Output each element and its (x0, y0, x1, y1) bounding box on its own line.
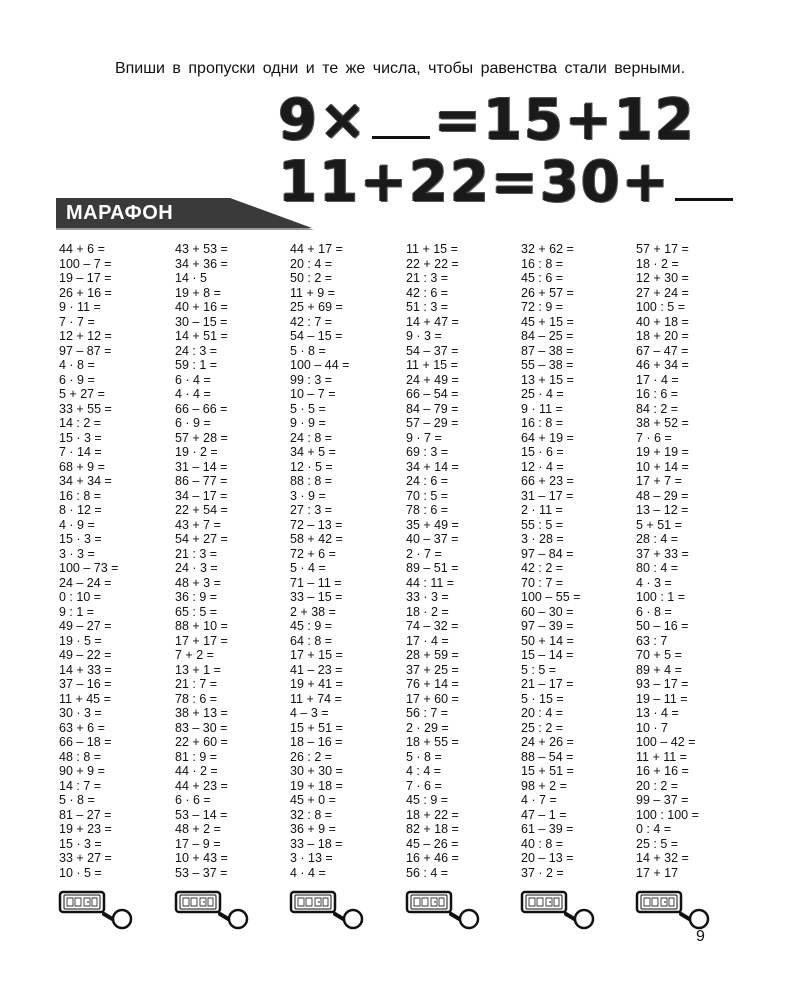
exercise-item: 5 : 5 = (521, 662, 557, 677)
exercise-item: 10 · 5 = (59, 865, 102, 880)
exercise-item: 28 + 59 = (406, 648, 459, 662)
exercise-item: 7 · 7 = (59, 314, 95, 329)
stopwatch-icon (174, 890, 254, 930)
exercise-item: 78 : 6 = (175, 691, 218, 706)
exercise-item: 4 : 4 = (406, 764, 442, 778)
exercise-item: 13 + 15 = (521, 372, 574, 387)
exercise-item: 3 · 9 = (290, 488, 326, 503)
exercise-item: 30 · 3 = (59, 706, 102, 720)
exercise-item: 13 – 12 = (636, 503, 689, 517)
exercise-item: 56 : 4 = (406, 865, 449, 880)
exercise-item: 5 · 5 = (290, 401, 326, 416)
exercise-item: 72 + 6 = (290, 546, 336, 561)
exercise-item: 26 + 16 = (59, 285, 112, 300)
exercise-item: 86 – 77 = (175, 474, 228, 488)
exercise-item: 63 + 6 = (59, 720, 105, 735)
exercise-item: 56 : 7 = (406, 706, 449, 720)
exercise-item: 70 : 7 = (521, 575, 564, 590)
exercise-item: 10 + 14 = (636, 459, 689, 474)
exercise-item: 19 + 23 = (59, 822, 112, 836)
exercise-item: 66 – 18 = (59, 735, 112, 749)
exercise-item: 24 : 8 = (290, 430, 333, 445)
exercise-item: 34 – 17 = (175, 488, 228, 503)
exercise-item: 24 : 3 = (175, 343, 218, 358)
exercise-item: 21 : 3 = (175, 546, 218, 561)
exercise-item: 4 · 8 = (59, 358, 95, 372)
exercise-item: 6 · 4 = (175, 372, 211, 387)
exercise-item: 42 : 6 = (406, 285, 449, 300)
exercise-item: 2 · 11 = (521, 503, 563, 517)
exercise-item: 44 : 11 = (406, 575, 455, 590)
exercise-item: 63 : 7 (636, 633, 668, 648)
exercise-item: 34 + 34 = (59, 474, 112, 488)
exercise-item: 54 + 27 = (175, 532, 228, 546)
exercise-item: 4 · 7 = (521, 793, 557, 807)
exercise-item: 66 + 23 = (521, 474, 574, 488)
exercise-item: 11 + 15 = (406, 358, 458, 372)
exercise-item: 48 – 29 = (636, 488, 689, 503)
puzzle-2-left: 11+22=30+ (278, 150, 671, 215)
exercise-item: 9 · 11 = (59, 300, 101, 314)
exercise-item: 44 · 2 = (175, 764, 218, 778)
exercise-item: 48 + 2 = (175, 822, 221, 836)
exercise-item: 40 : 8 = (521, 836, 564, 851)
exercise-item: 36 : 9 = (175, 590, 218, 604)
exercise-item: 19 · 5 = (59, 633, 102, 648)
exercise-item: 46 + 34 = (636, 358, 689, 372)
puzzle-equation-1 (278, 88, 696, 151)
stopwatch-icon (405, 890, 485, 930)
exercise-item: 16 : 8 = (521, 416, 564, 430)
exercise-item: 34 + 14 = (406, 459, 459, 474)
exercise-item: 54 – 15 = (290, 329, 343, 343)
exercise-item: 5 + 51 = (636, 517, 682, 532)
exercise-item: 36 + 9 = (290, 822, 336, 836)
exercise-item: 0 : 10 = (59, 590, 102, 604)
exercise-item: 72 : 9 = (521, 300, 564, 314)
exercise-item: 55 : 5 = (521, 517, 564, 532)
exercise-item: 12 · 4 = (521, 459, 564, 474)
exercise-item: 100 : 100 = (636, 807, 699, 822)
page-number: 9 (696, 928, 705, 945)
exercise-item: 45 + 0 = (290, 793, 336, 807)
exercise-item: 0 : 4 = (636, 822, 672, 836)
exercise-item: 33 + 27 = (59, 851, 112, 865)
exercise-item: 3 · 13 = (290, 851, 333, 865)
exercise-item: 66 – 54 = (406, 387, 459, 401)
exercise-item: 13 · 4 = (636, 706, 679, 720)
exercise-item: 9 · 11 = (521, 401, 563, 416)
exercise-item: 27 : 3 = (290, 503, 333, 517)
exercise-item: 16 : 8 = (59, 488, 102, 503)
exercise-item: 7 · 6 = (636, 430, 672, 445)
exercise-item: 12 + 12 = (59, 329, 112, 343)
exercise-item: 15 · 6 = (521, 445, 564, 459)
exercise-item: 30 + 30 = (290, 764, 343, 778)
exercise-item: 31 – 14 = (175, 459, 228, 474)
exercise-item: 17 · 4 = (636, 372, 679, 387)
exercise-item: 45 : 6 = (521, 271, 564, 285)
exercise-item: 30 – 15 = (175, 314, 228, 329)
exercise-item: 21 : 7 = (175, 677, 218, 691)
exercise-item: 40 + 16 = (175, 300, 228, 314)
stopwatch-icon (58, 890, 138, 930)
exercise-item: 100 – 7 = (59, 256, 112, 271)
exercise-item: 19 + 19 = (636, 445, 689, 459)
exercise-item: 14 : 2 = (59, 416, 102, 430)
exercise-item: 70 + 5 = (636, 648, 682, 662)
exercise-item: 100 – 44 = (290, 358, 350, 372)
exercise-item: 24 · 3 = (175, 561, 218, 575)
exercise-item: 4 · 4 = (290, 865, 326, 880)
exercise-item: 11 + 74 = (290, 691, 342, 706)
exercise-item: 4 · 9 = (59, 517, 95, 532)
exercise-item: 88 : 8 = (290, 474, 333, 488)
exercise-item: 48 : 8 = (59, 749, 102, 764)
exercise-item: 100 : 1 = (636, 590, 685, 604)
exercise-item: 24 + 49 = (406, 372, 459, 387)
exercise-item: 50 + 14 = (521, 633, 574, 648)
exercise-item: 37 – 16 = (59, 677, 112, 691)
exercise-item: 19 · 2 = (175, 445, 218, 459)
exercise-item: 67 – 47 = (636, 343, 689, 358)
exercise-column-3 (290, 242, 405, 880)
exercise-item: 7 · 6 = (406, 778, 442, 793)
exercise-item: 33 + 55 = (59, 401, 112, 416)
exercise-item: 93 – 17 = (636, 677, 689, 691)
exercise-item: 51 : 3 = (406, 300, 449, 314)
exercise-item: 48 + 3 = (175, 575, 221, 590)
exercise-item: 100 – 42 = (636, 735, 696, 749)
exercise-item: 45 – 26 = (406, 836, 459, 851)
exercise-item: 2 · 29 = (406, 720, 449, 735)
exercise-item: 12 + 30 = (636, 271, 689, 285)
exercise-item: 60 – 30 = (521, 604, 574, 619)
exercise-item: 18 + 55 = (406, 735, 459, 749)
exercise-item: 37 · 2 = (521, 865, 564, 880)
exercise-item: 59 : 1 = (175, 358, 218, 372)
exercise-item: 19 – 17 = (59, 271, 112, 285)
exercise-item: 55 – 38 = (521, 358, 574, 372)
exercise-item: 18 · 2 = (406, 604, 449, 619)
exercise-item: 4 · 4 = (175, 387, 211, 401)
exercise-item: 18 + 22 = (406, 807, 459, 822)
exercise-item: 89 + 4 = (636, 662, 682, 677)
marathon-banner (56, 198, 316, 232)
exercise-item: 20 : 2 = (636, 778, 679, 793)
exercise-item: 25 · 4 = (521, 387, 564, 401)
exercise-item: 4 · 3 = (636, 575, 672, 590)
exercise-item: 32 : 8 = (290, 807, 333, 822)
exercise-item: 14 · 5 (175, 271, 207, 285)
exercise-item: 70 : 5 = (406, 488, 449, 503)
exercise-item: 89 – 51 = (406, 561, 459, 575)
exercise-item: 100 – 73 = (59, 561, 119, 575)
exercise-item: 88 + 10 = (175, 619, 228, 633)
exercise-item: 4 – 3 = (290, 706, 329, 720)
exercise-column-5 (521, 242, 636, 880)
exercise-item: 7 · 14 = (59, 445, 102, 459)
exercise-item: 9 : 1 = (59, 604, 95, 619)
exercise-column-1 (59, 242, 174, 880)
exercise-item: 16 + 46 = (406, 851, 459, 865)
exercise-item: 87 – 38 = (521, 343, 574, 358)
exercise-item: 15 + 51 = (290, 720, 343, 735)
exercise-item: 71 – 11 = (290, 575, 342, 590)
exercise-item: 97 – 84 = (521, 546, 574, 561)
banner-label: МАРАФОН (66, 202, 174, 224)
exercise-item: 19 – 11 = (636, 691, 688, 706)
exercise-item: 18 – 16 = (290, 735, 343, 749)
exercise-item: 43 + 7 = (175, 517, 221, 532)
exercise-item: 17 · 4 = (406, 633, 449, 648)
exercise-item: 34 + 5 = (290, 445, 336, 459)
exercise-item: 38 + 13 = (175, 706, 228, 720)
exercise-item: 99 : 3 = (290, 372, 333, 387)
exercise-item: 14 + 32 = (636, 851, 689, 865)
exercise-item: 82 + 18 = (406, 822, 459, 836)
exercise-item: 84 : 2 = (636, 401, 679, 416)
exercise-item: 90 + 9 = (59, 764, 105, 778)
exercise-item: 49 – 22 = (59, 648, 112, 662)
instruction-text: Впиши в пропуски одни и те же числа, чтобы равенства стали верными. (114, 60, 686, 77)
exercise-item: 64 + 19 = (521, 430, 574, 445)
exercise-item: 57 + 28 = (175, 430, 228, 445)
exercise-item: 69 : 3 = (406, 445, 449, 459)
exercise-item: 33 – 15 = (290, 590, 343, 604)
exercise-item: 97 – 87 = (59, 343, 112, 358)
exercise-item: 15 – 14 = (521, 648, 574, 662)
exercise-item: 19 + 18 = (290, 778, 343, 793)
exercise-item: 20 – 13 = (521, 851, 574, 865)
exercise-item: 8 · 12 = (59, 503, 102, 517)
puzzle-1-left: 9× (278, 88, 368, 153)
exercise-item: 16 : 8 = (521, 256, 564, 271)
exercise-item: 6 · 6 = (175, 793, 211, 807)
exercise-item: 33 · 3 = (406, 590, 449, 604)
exercise-item: 33 – 18 = (290, 836, 343, 851)
exercise-item: 18 + 20 = (636, 329, 689, 343)
exercise-item: 11 + 15 = (406, 242, 458, 256)
exercise-item: 12 · 5 = (290, 459, 333, 474)
exercise-item: 2 + 38 = (290, 604, 336, 619)
exercise-item: 31 – 17 = (521, 488, 574, 503)
exercise-item: 5 · 15 = (521, 691, 564, 706)
exercise-item: 5 · 4 = (290, 561, 326, 575)
exercise-item: 15 · 3 = (59, 532, 102, 546)
exercise-column-6 (636, 242, 751, 880)
exercise-item: 9 · 3 = (406, 329, 442, 343)
exercise-item: 14 + 51 = (175, 329, 228, 343)
exercise-item: 5 · 8 = (406, 749, 442, 764)
exercise-item: 14 : 7 = (59, 778, 102, 793)
exercise-item: 66 – 66 = (175, 401, 228, 416)
exercise-item: 5 · 8 = (290, 343, 326, 358)
exercise-item: 22 + 22 = (406, 256, 459, 271)
exercise-item: 19 + 41 = (290, 677, 343, 691)
exercise-item: 100 – 55 = (521, 590, 581, 604)
exercise-item: 57 + 17 = (636, 242, 689, 256)
exercise-item: 5 + 27 = (59, 387, 105, 401)
exercise-item: 64 : 8 = (290, 633, 333, 648)
exercise-item: 72 – 13 = (290, 517, 343, 532)
exercise-item: 53 – 14 = (175, 807, 228, 822)
exercise-item: 17 + 17 (636, 865, 679, 880)
exercise-item: 24 : 6 = (406, 474, 449, 488)
exercise-item: 17 + 17 = (175, 633, 228, 648)
exercise-item: 10 – 7 = (290, 387, 336, 401)
exercise-item: 9 · 7 = (406, 430, 442, 445)
exercise-item: 50 – 16 = (636, 619, 689, 633)
exercise-item: 76 + 14 = (406, 677, 459, 691)
exercise-item: 17 + 15 = (290, 648, 343, 662)
exercise-item: 53 – 37 = (175, 865, 228, 880)
puzzle-1-blank (372, 88, 430, 139)
exercise-item: 81 : 9 = (175, 749, 218, 764)
exercise-item: 20 : 4 = (521, 706, 564, 720)
exercise-item: 17 + 7 = (636, 474, 682, 488)
exercise-item: 58 + 42 = (290, 532, 343, 546)
exercise-item: 80 : 4 = (636, 561, 679, 575)
exercise-item: 5 · 8 = (59, 793, 95, 807)
exercise-item: 22 + 60 = (175, 735, 228, 749)
exercise-item: 28 : 4 = (636, 532, 679, 546)
exercise-item: 22 + 54 = (175, 503, 228, 517)
exercise-item: 44 + 23 = (175, 778, 228, 793)
exercise-item: 45 : 9 = (290, 619, 333, 633)
exercise-item: 15 + 51 = (521, 764, 574, 778)
exercise-item: 24 + 26 = (521, 735, 574, 749)
exercise-item: 41 – 23 = (290, 662, 343, 677)
exercise-item: 6 · 8 = (636, 604, 672, 619)
exercise-item: 3 · 3 = (59, 546, 95, 561)
exercise-item: 78 : 6 = (406, 503, 449, 517)
exercise-item: 11 + 45 = (59, 691, 111, 706)
exercise-item: 18 · 2 = (636, 256, 679, 271)
exercise-item: 43 + 53 = (175, 242, 228, 256)
exercise-item: 98 + 2 = (521, 778, 567, 793)
exercise-item: 25 : 2 = (521, 720, 564, 735)
exercise-item: 21 – 17 = (521, 677, 574, 691)
exercise-item: 84 – 79 = (406, 401, 459, 416)
exercise-item: 14 + 33 = (59, 662, 112, 677)
exercise-item: 49 – 27 = (59, 619, 112, 633)
exercise-item: 83 – 30 = (175, 720, 228, 735)
exercise-item: 25 : 5 = (636, 836, 679, 851)
exercise-item: 37 + 25 = (406, 662, 459, 677)
exercise-item: 44 + 6 = (59, 242, 105, 256)
exercise-column-2 (175, 242, 290, 880)
exercise-item: 17 + 60 = (406, 691, 459, 706)
exercise-item: 14 + 47 = (406, 314, 459, 329)
puzzle-1-right: =15+12 (433, 88, 696, 153)
exercise-item: 34 + 36 = (175, 256, 228, 271)
exercise-item: 15 · 3 = (59, 430, 102, 445)
exercise-item: 19 + 8 = (175, 285, 221, 300)
exercise-item: 24 – 24 = (59, 575, 112, 590)
exercise-item: 26 : 2 = (290, 749, 333, 764)
exercise-item: 15 · 3 = (59, 836, 102, 851)
exercise-item: 84 – 25 = (521, 329, 574, 343)
exercise-item: 2 · 7 = (406, 546, 442, 561)
exercise-item: 17 – 9 = (175, 836, 221, 851)
stopwatch-icon (635, 890, 715, 930)
exercise-item: 100 : 5 = (636, 300, 685, 314)
exercise-item: 10 + 43 = (175, 851, 228, 865)
exercise-item: 44 + 17 = (290, 242, 343, 256)
exercise-item: 9 · 9 = (290, 416, 326, 430)
exercise-item: 26 + 57 = (521, 285, 574, 300)
exercise-item: 40 + 18 = (636, 314, 689, 329)
exercise-item: 42 : 2 = (521, 561, 564, 575)
exercise-item: 50 : 2 = (290, 271, 333, 285)
stopwatch-icon (520, 890, 600, 930)
exercise-item: 40 – 37 = (406, 532, 459, 546)
exercise-item: 45 : 9 = (406, 793, 449, 807)
exercise-item: 11 + 9 = (290, 285, 335, 300)
exercise-item: 7 + 2 = (175, 648, 214, 662)
exercise-item: 47 – 1 = (521, 807, 567, 822)
exercise-item: 6 · 9 = (175, 416, 211, 430)
exercise-item: 74 – 32 = (406, 619, 459, 633)
exercise-item: 13 + 1 = (175, 662, 221, 677)
exercise-item: 97 – 39 = (521, 619, 574, 633)
exercise-item: 16 + 16 = (636, 764, 689, 778)
exercise-item: 38 + 52 = (636, 416, 689, 430)
exercise-item: 32 + 62 = (521, 242, 574, 256)
exercise-item: 35 + 49 = (406, 517, 459, 532)
stopwatch-icon (289, 890, 369, 930)
exercise-item: 54 – 37 = (406, 343, 459, 358)
exercise-item: 21 : 3 = (406, 271, 449, 285)
exercise-item: 42 : 7 = (290, 314, 333, 329)
exercise-item: 10 · 7 (636, 720, 668, 735)
exercise-item: 57 – 29 = (406, 416, 459, 430)
exercise-item: 27 + 24 = (636, 285, 689, 300)
exercise-item: 6 · 9 = (59, 372, 95, 387)
exercise-item: 16 : 6 = (636, 387, 679, 401)
exercise-item: 37 + 33 = (636, 546, 689, 561)
exercise-item: 99 – 37 = (636, 793, 689, 807)
exercise-item: 68 + 9 = (59, 459, 105, 474)
exercise-column-4 (406, 242, 521, 880)
exercise-item: 81 – 27 = (59, 807, 112, 822)
exercise-item: 20 : 4 = (290, 256, 333, 271)
exercise-item: 88 – 54 = (521, 749, 574, 764)
puzzle-equation-2 (278, 150, 737, 213)
exercise-item: 45 + 15 = (521, 314, 574, 329)
exercise-item: 61 – 39 = (521, 822, 574, 836)
exercise-item: 65 : 5 = (175, 604, 218, 619)
exercise-item: 11 + 11 = (636, 749, 687, 764)
exercise-item: 3 · 28 = (521, 532, 564, 546)
puzzle-2-blank (675, 150, 733, 201)
exercise-item: 25 + 69 = (290, 300, 343, 314)
